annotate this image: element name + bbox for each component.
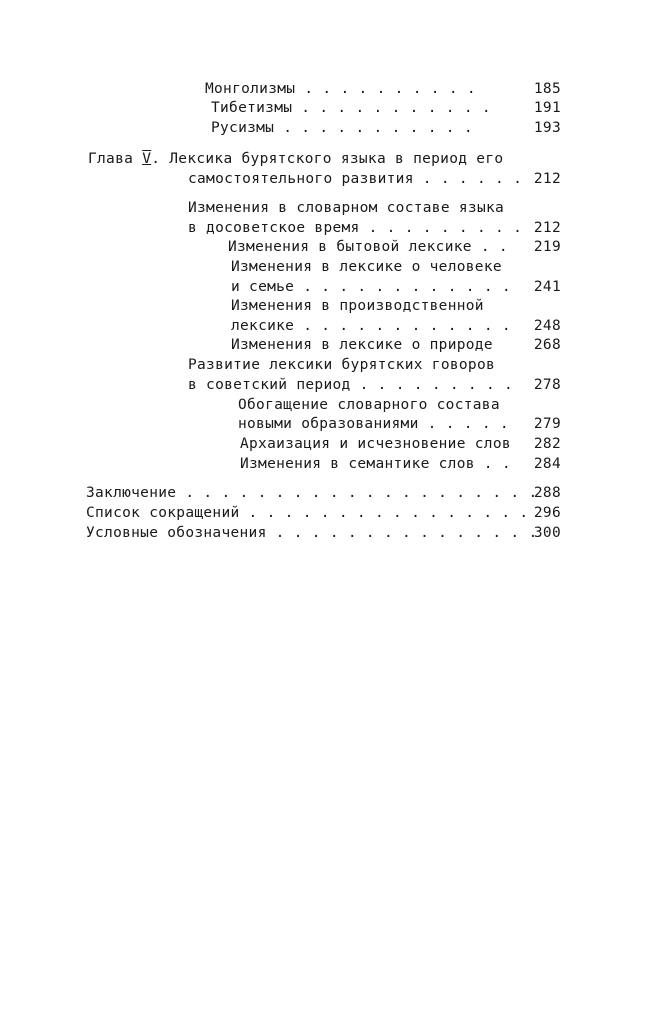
toc-leader-dots: . . . . . . . . . . . . . . . . [239,505,529,521]
toc-sub-nature-lexicon: Изменения в лексике о природе [231,337,493,353]
toc-sub-production-lexicon-line2 [231,317,511,336]
toc-section-dialects: Развитие лексики бурятских говоров [188,357,496,373]
toc-leader-dots: . . [474,456,511,472]
chapter-numeral: V [142,151,152,167]
toc-leader-dots: . . . . . . . . . . [295,81,476,97]
toc-page-number: 185 [533,81,561,97]
toc-sub-enrichment: Обогащение словарного состава [238,397,500,413]
toc-page-number: 278 [533,377,561,393]
toc-leader-dots: . . . . . [418,416,509,432]
toc-leader-dots: . . . . . . . . . . . . [294,318,511,334]
toc-page-number: 284 [533,456,561,472]
toc-leader-dots: . . [471,239,508,255]
toc-entry-symbols [86,524,538,543]
chapter-title-line1: . Лексика бурятского языка в период его [151,151,504,167]
toc-section-dialects-line2 [188,376,513,395]
toc-sub-archaization: Архаизация и исчезновение слов [240,436,511,452]
toc-entry-text: в досоветское время [188,220,360,236]
toc-entry-text: Монголизмы [205,81,296,97]
toc-sub-human-family-line2 [231,278,511,297]
toc-leader-dots: . . . . . . . . . [359,220,523,236]
chapter-title-line2: самостоятельного развития [188,171,414,187]
toc-entry-text: лексике [231,318,295,334]
toc-sub-enrichment-line2 [238,415,509,434]
toc-leader-dots: . . . . . . . . . . . [274,120,473,136]
toc-page-number: 212 [533,220,561,236]
toc-entry-text: и семье [231,279,295,295]
toc-entry-tibetisms [211,99,491,118]
toc-page-number: 191 [533,100,561,116]
toc-leader-dots: . . . . . . . . . . . [292,100,491,116]
toc-page-number: 219 [533,239,561,255]
toc-leader-dots: . . . . . . . . . . . . . . . . . . . . [176,485,538,501]
toc-page-number: 300 [533,525,561,541]
toc-chapter-5-heading [88,150,503,169]
toc-chapter-5-line2 [188,170,522,189]
toc-page-number: 241 [533,279,561,295]
toc-entry-abbreviations [86,504,528,523]
toc-entry-text: в советский период [188,377,351,393]
toc-section-vocab-changes-line2 [188,219,522,238]
toc-entry-mongolisms [205,80,476,99]
toc-page-number: 279 [533,416,561,432]
toc-page-number: 248 [533,318,561,334]
toc-sub-everyday-lexicon [228,238,508,257]
toc-leader-dots: . . . . . . . . . . . . . . . [266,525,538,541]
toc-sub-semantics [240,455,511,474]
toc-page-number: 288 [533,485,561,501]
toc-page-number: 193 [533,120,561,136]
chapter-label: Глава [88,151,134,167]
toc-leader-dots: . . . . . . [413,171,523,187]
toc-entry-text: Условные обозначения [86,525,267,541]
toc-leader-dots: . . . . . . . . . . . . [294,279,511,295]
toc-entry-text: Изменения в семантике слов [240,456,475,472]
toc-entry-text: Изменения в бытовой лексике [228,239,472,255]
toc-sub-production-lexicon: Изменения в производственной [231,298,484,314]
toc-entry-text: новыми образованиями [238,416,419,432]
toc-entry-russisms [211,119,473,138]
toc-entry-conclusion [86,484,538,503]
toc-page-number: 282 [533,436,561,452]
toc-entry-text: Русизмы [211,120,275,136]
toc-entry-text: Список сокращений [86,505,240,521]
toc-entry-text: Тибетизмы [211,100,293,116]
toc-entry-text: Заключение [86,485,177,501]
toc-sub-human-family: Изменения в лексике о человеке [231,259,502,275]
toc-page-number: 268 [533,337,561,353]
toc-leader-dots: . . . . . . . . . [350,377,514,393]
toc-page-number: 296 [533,505,561,521]
toc-section-vocab-changes: Изменения в словарном составе языка [188,200,505,216]
toc-page-number: 212 [533,171,561,187]
